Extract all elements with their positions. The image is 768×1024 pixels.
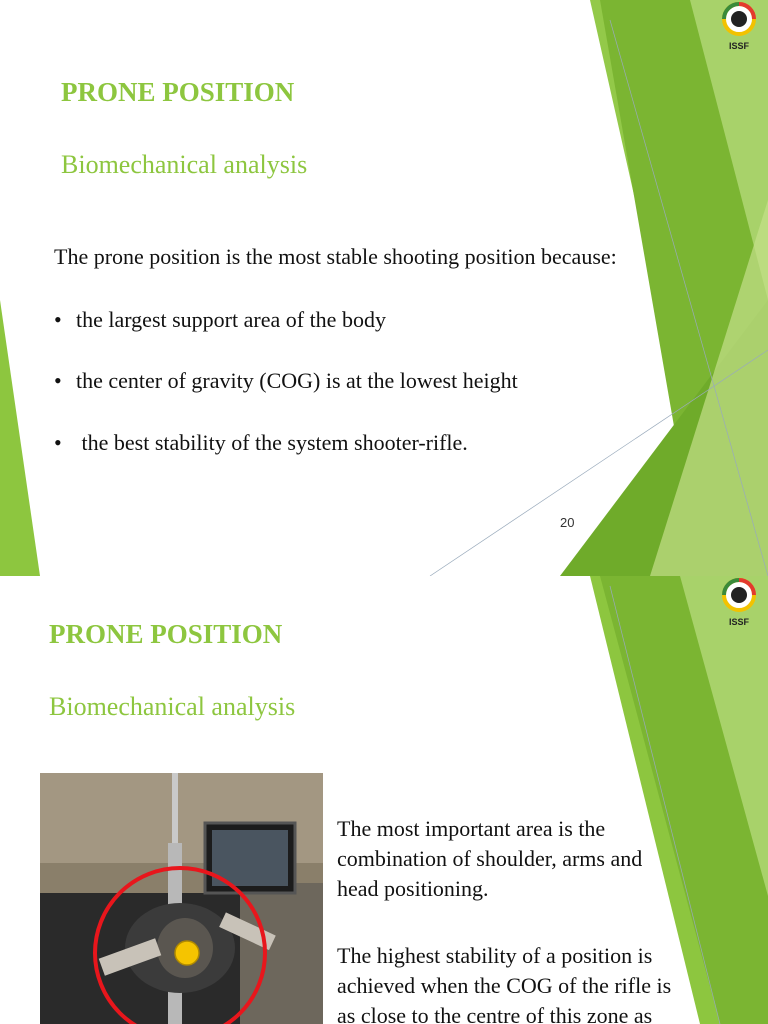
page-title: PRONE POSITION bbox=[49, 619, 283, 649]
svg-text:ISSF: ISSF bbox=[728, 617, 750, 627]
shooter-prone-photo bbox=[40, 773, 323, 1024]
cog-marker-icon bbox=[175, 941, 199, 965]
issf-logo-icon bbox=[718, 0, 760, 57]
bullet-icon: • bbox=[54, 430, 62, 455]
issf-logo-icon bbox=[718, 576, 760, 633]
page-subtitle: Biomechanical analysis bbox=[61, 150, 308, 179]
list-item: • the best stability of the system shooter-rifle. bbox=[54, 430, 468, 455]
list-item: • the largest support area of the body bbox=[54, 307, 386, 332]
page-subtitle: Biomechanical analysis bbox=[49, 692, 296, 721]
list-item: • the center of gravity (COG) is at the lowest height bbox=[54, 368, 518, 393]
page-title: PRONE POSITION bbox=[61, 77, 295, 107]
page-number: 20 bbox=[560, 515, 575, 530]
bullet-icon: • bbox=[54, 307, 62, 332]
slide-21 bbox=[0, 576, 768, 1024]
paragraph-2: The highest stability of a position is achieved when the COG of the rifle is as close to the centre of this zone as bbox=[337, 943, 672, 1024]
bullet-icon: • bbox=[54, 368, 62, 393]
intro-text: The prone position is the most stable shooting position because: bbox=[54, 244, 617, 269]
paragraph-1: The most important area is the combination of shoulder, arms and head positioning. bbox=[337, 816, 643, 901]
svg-text:ISSF: ISSF bbox=[728, 41, 750, 51]
